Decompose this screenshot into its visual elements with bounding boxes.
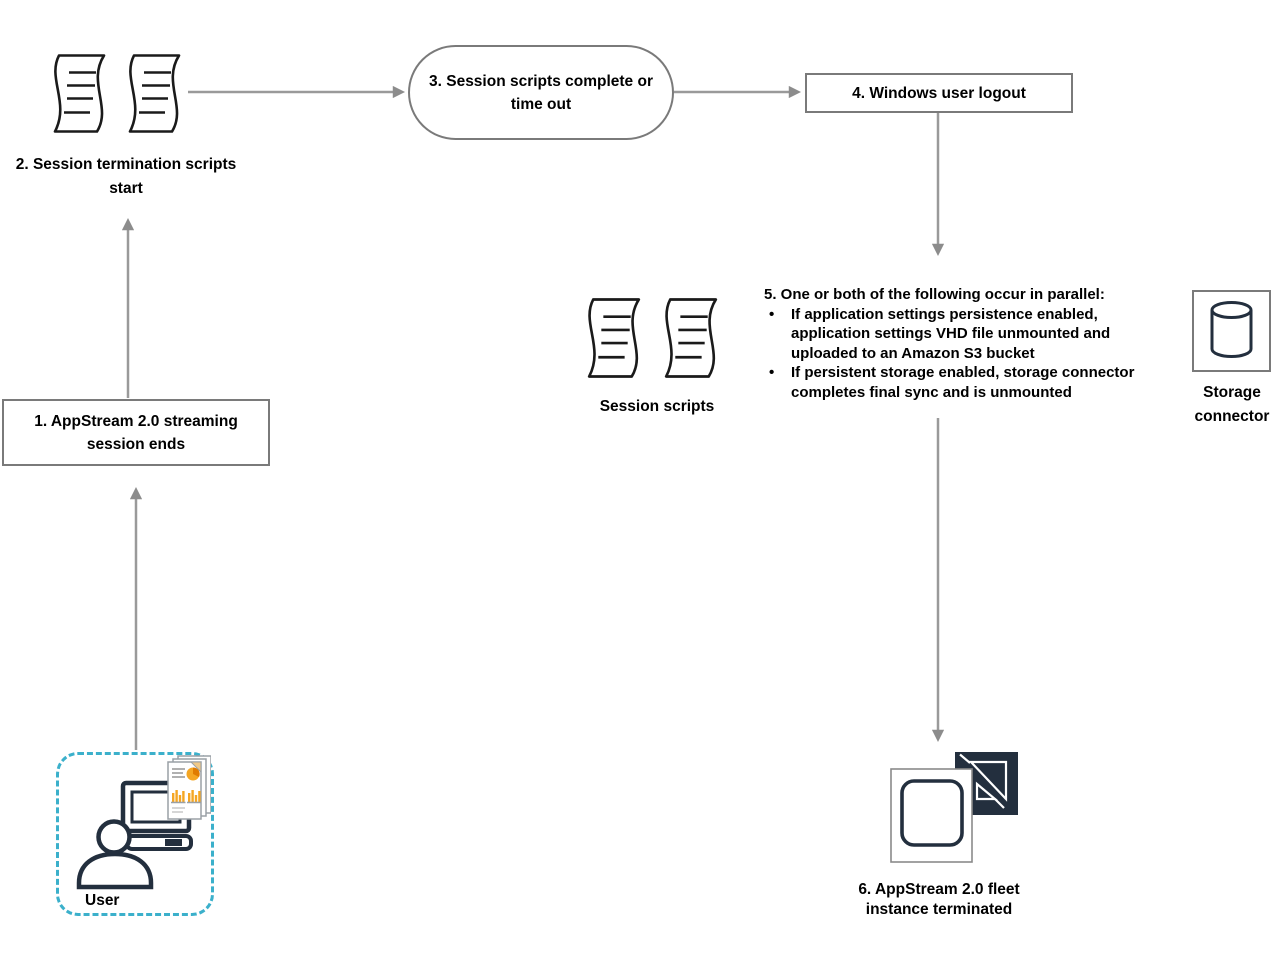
step5-bullet-2-text: If persistent storage enabled, storage connector completes final sync and is unmounted xyxy=(791,364,1135,401)
storage-connector-label: Storage connector xyxy=(1194,384,1270,425)
user-at-computer-icon xyxy=(59,755,211,913)
step4-label: 4. Windows user logout xyxy=(852,84,1026,102)
database-cylinder-icon xyxy=(1194,292,1269,370)
step2-label: 2. Session termination scripts start xyxy=(15,156,237,197)
step1-label: 1. AppStream 2.0 streaming session ends xyxy=(34,412,238,453)
step5-bullet-1-text: If application settings persistence enabled, application settings VHD file unmounted and uploaded to an Amazon S3 bucket xyxy=(791,305,1111,362)
session-script-icon xyxy=(653,295,730,381)
step3-label: 3. Session scripts complete or time out xyxy=(429,72,653,113)
bullet-marker: • xyxy=(769,305,775,323)
session-script-icon xyxy=(117,52,193,135)
appstream-fleet-icon xyxy=(890,748,1020,864)
step5-bullet-1 xyxy=(764,305,1174,364)
step6-label: 6. AppStream 2.0 fleet instance terminated xyxy=(858,881,1020,918)
step3-node xyxy=(408,45,674,140)
session-scripts-label: Session scripts xyxy=(599,398,715,415)
session-script-icon xyxy=(576,295,653,381)
user-group-box xyxy=(56,752,214,916)
session-script-icon xyxy=(42,52,118,135)
step1-node xyxy=(2,399,270,466)
bullet-marker: • xyxy=(769,364,775,381)
step5-title: 5. One or both of the following occur in parallel: xyxy=(764,286,1105,303)
storage-connector-icon xyxy=(1192,290,1271,372)
step4-node xyxy=(805,73,1073,113)
documents-icon xyxy=(168,756,211,819)
user-label: User xyxy=(85,892,120,909)
step5-bullet-2 xyxy=(764,363,1174,402)
step5-block xyxy=(764,285,1174,402)
